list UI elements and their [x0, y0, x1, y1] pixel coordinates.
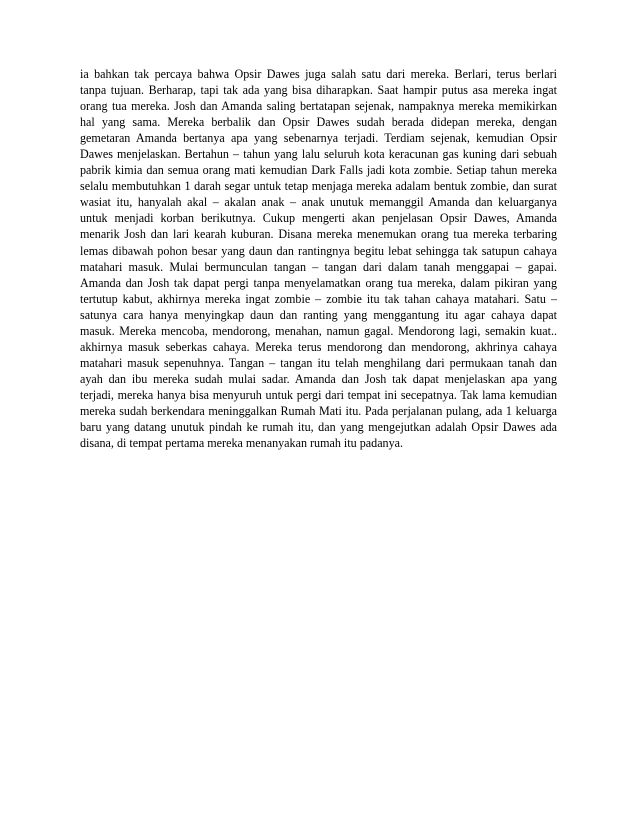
text-line: baru yang datang unutuk pindah ke rumah itu, dan yang mengejutkan adalah Opsir Dawes ada	[80, 420, 557, 435]
text-line: gemetaran Amanda bertanya apa yang sebenarnya terjadi. Terdiam sejenak, kemudian Opsir	[80, 131, 557, 146]
text-line: satunya cara hanya menyingkap daun dan ranting yang menggantung itu agar cahaya dapat	[80, 307, 557, 322]
story-paragraph	[80, 66, 557, 451]
text-line: selalu membutuhkan 1 darah segar untuk tetap menjaga mereka adalam bentuk zombie, dan surat	[80, 179, 557, 194]
text-line: terjadi, mereka hanya bisa menyuruh untuk pergi dari tempat ini secepatnya. Tak lama kemudian	[80, 387, 557, 402]
text-line: masuk. Mereka mencoba, mendorong, menahan, namun gagal. Mendorong lagi, semakin kuat..	[80, 323, 557, 338]
text-line: menarik Josh dan lari kearah kuburan. Disana mereka menemukan orang tua mereka terbaring	[80, 227, 557, 242]
text-line: tertutup kabut, akhirnya mereka ingat zombie – zombie itu tak tahan cahaya matahari. Satu –	[80, 291, 557, 306]
text-line: lemas dibawah pohon besar yang daun dan rantingnya begitu lebat sehingga tak satupun cahaya	[80, 243, 557, 258]
text-line: hal yang sama. Mereka berbalik dan Opsir Dawes sudah berada didepan mereka, dengan	[80, 115, 557, 130]
text-line: matahari masuk sepenuhnya. Tangan – tangan itu telah menghilang dari permukaan tanah dan	[80, 355, 557, 370]
text-line: untuk menjadi korban berikutnya. Cukup mengerti akan penjelasan Opsir Dawes, Amanda	[80, 211, 557, 226]
text-line: pabrik kimia dan semua orang mati kemudian Dark Falls jadi kota zombie. Setiap tahun mereka	[80, 163, 557, 178]
text-line: disana, di tempat pertama mereka menanyakan rumah itu padanya.	[80, 436, 404, 451]
text-line: akhirnya masuk seberkas cahaya. Mereka terus mendorong dan mendorong, akhrinya cahaya	[80, 339, 557, 354]
text-line: wasiat itu, hanyalah akal – akalan anak – anak unutuk memanggil Amanda dan keluarganya	[80, 195, 557, 210]
text-line: orang tua mereka. Josh dan Amanda saling bertatapan sejenak, nampaknya mereka memikirkan	[80, 99, 557, 114]
text-line: tanpa tujuan. Berharap, tapi tak ada yang bisa diharapkan. Saat hampir putus asa mereka ingat	[80, 83, 557, 98]
text-line: Amanda dan Josh tak dapat pergi tanpa menyelamatkan orang tua mereka, dalam pikiran yang	[80, 275, 557, 290]
text-line: matahari masuk. Mulai bermunculan tangan – tangan dari dalam tanah menggapai – gapai.	[80, 259, 557, 274]
text-line: mereka sudah berkendara meninggalkan Rumah Mati itu. Pada perjalanan pulang, ada 1 keluarga	[80, 403, 557, 418]
text-line: ia bahkan tak percaya bahwa Opsir Dawes juga salah satu dari mereka. Berlari, terus berlari	[80, 67, 557, 81]
text-line: ayah dan ibu mereka sudah mulai sadar. Amanda dan Josh tak dapat menjelaskan apa yang	[80, 371, 557, 386]
text-line: Dawes menjelaskan. Bertahun – tahun yang lalu seluruh kota keracunan gas kuning dari sebuah	[80, 147, 557, 162]
